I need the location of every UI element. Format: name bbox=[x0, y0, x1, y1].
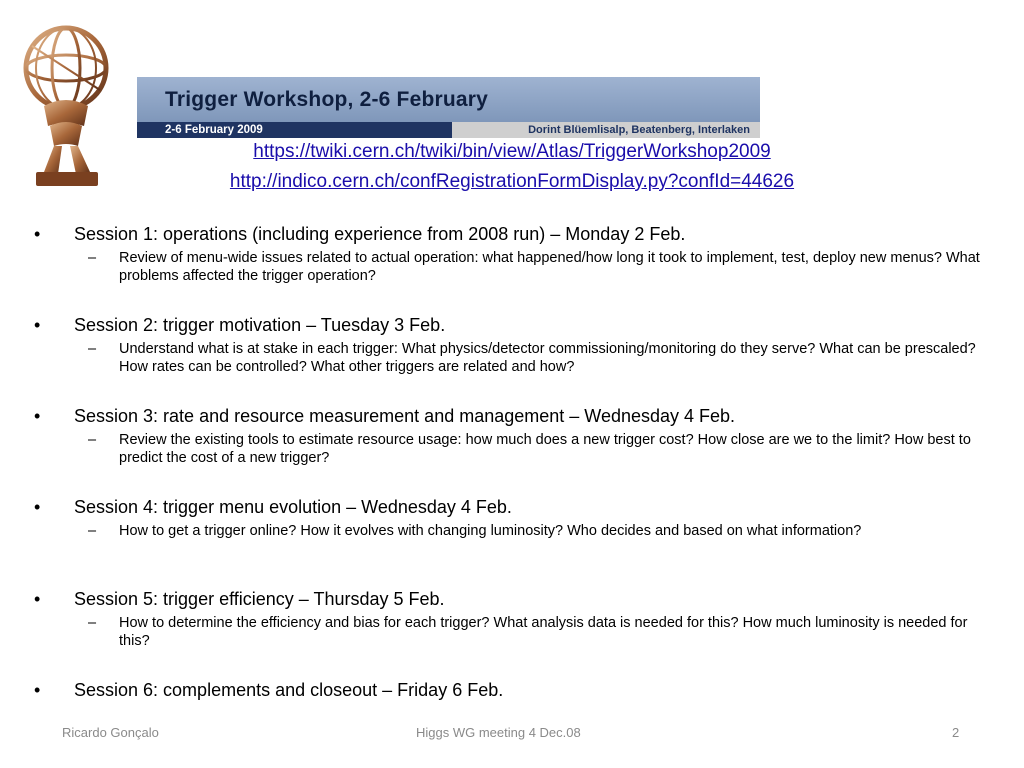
banner-title: Trigger Workshop, 2-6 February bbox=[165, 87, 489, 111]
banner-location: Dorint Blüemlisalp, Beatenberg, Interlaken bbox=[452, 122, 760, 138]
session-title: Session 4: trigger menu evolution – Wednesday 4 Feb. bbox=[74, 497, 512, 517]
session-title: Session 3: rate and resource measurement and management – Wednesday 4 Feb. bbox=[74, 406, 736, 426]
footer-author: Ricardo Gonçalo bbox=[62, 725, 159, 740]
bullet: • bbox=[34, 224, 41, 244]
sub-bullet-dash: – bbox=[88, 523, 97, 539]
atlas-logo-icon bbox=[14, 22, 120, 190]
bullet: • bbox=[34, 680, 41, 700]
bullet: • bbox=[34, 589, 41, 609]
footer-page-number: 2 bbox=[952, 725, 960, 740]
session-detail: Review of menu-wide issues related to actual operation: what happened/how long it took to implement, test, deploy new menus? What problems affected the trigger operation? bbox=[119, 250, 980, 284]
session-title: Session 6: complements and closeout – Friday 6 Feb. bbox=[74, 680, 504, 700]
banner-dates: 2-6 February 2009 bbox=[137, 122, 452, 138]
session-detail: Review the existing tools to estimate resource usage: how much does a new trigger cost? How close are we to the limit? How best to predict the cost of a new trigger? bbox=[119, 432, 971, 466]
indico-registration-link[interactable]: http://indico.cern.ch/confRegistrationFormDisplay.py?confId=44626 bbox=[229, 171, 795, 192]
session-title: Session 2: trigger motivation – Tuesday 3 Feb. bbox=[74, 315, 446, 335]
sub-bullet-dash: – bbox=[88, 341, 97, 357]
session-detail: How to get a trigger online? How it evolves with changing luminosity? Who decides and based on what information? bbox=[119, 523, 862, 539]
bullet: • bbox=[34, 406, 41, 426]
session-detail: Understand what is at stake in each trigger: What physics/detector commissioning/monitoring do they serve? What can be prescaled? How rates can be controlled? What other triggers are related and how? bbox=[119, 341, 976, 375]
banner-title-bar bbox=[137, 77, 760, 122]
session-detail: How to determine the efficiency and bias for each trigger? What analysis data is needed for this? How much luminosity is needed for this? bbox=[119, 615, 968, 649]
session-title: Session 1: operations (including experience from 2008 run) – Monday 2 Feb. bbox=[74, 224, 686, 244]
bullet: • bbox=[34, 315, 41, 335]
session-title: Session 5: trigger efficiency – Thursday 5 Feb. bbox=[74, 589, 445, 609]
sub-bullet-dash: – bbox=[88, 250, 97, 266]
twiki-link[interactable]: https://twiki.cern.ch/twiki/bin/view/Atlas/TriggerWorkshop2009 bbox=[253, 141, 771, 162]
sub-bullet-dash: – bbox=[88, 615, 97, 631]
footer-meeting: Higgs WG meeting 4 Dec.08 bbox=[416, 725, 581, 740]
banner-subtitle-bar bbox=[137, 122, 760, 138]
workshop-banner bbox=[137, 77, 760, 138]
bullet: • bbox=[34, 497, 41, 517]
sub-bullet-dash: – bbox=[88, 432, 97, 448]
